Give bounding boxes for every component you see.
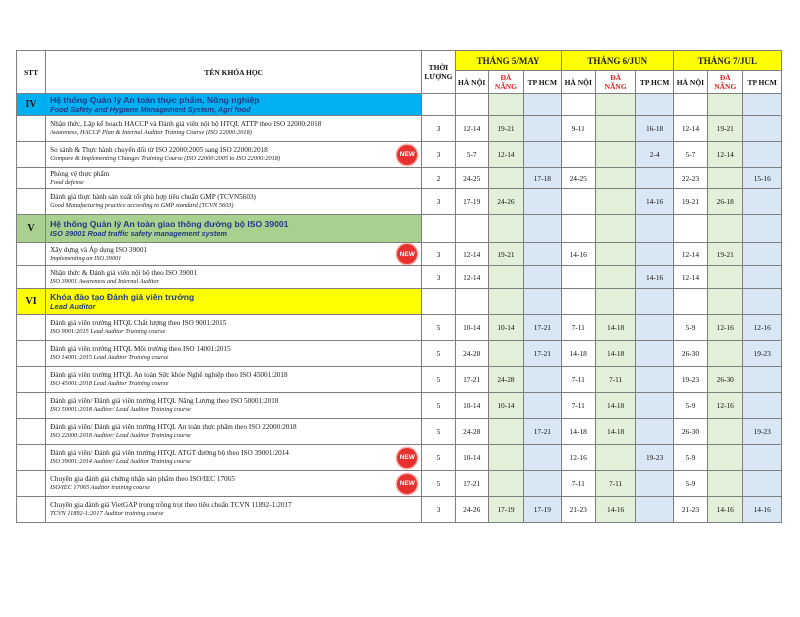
date-cell-jun-da-nang: 14-18	[595, 341, 636, 367]
course-name-en: TCVN 11892-1:2017 Auditor training course	[50, 510, 164, 517]
date-cell-jun-tp-hcm	[636, 471, 673, 497]
course-name-en: Awareness, HACCP Plan & Internal Auditor Traning Course (ISO 22000:2018)	[50, 129, 252, 136]
new-badge-icon: NEW	[397, 244, 417, 264]
section-title-en: Lead Auditor	[50, 302, 96, 311]
date-cell-jul-ha-noi: 12-14	[673, 116, 707, 142]
course-name-en: ISO 39001:2014 Auditor/ Lead Auditor Training course	[50, 458, 191, 465]
date-cell-jun-ha-noi: 12-16	[561, 445, 595, 471]
date-cell-jun-tp-hcm	[636, 243, 673, 266]
stt-cell	[17, 471, 46, 497]
date-cell-may-tp-hcm	[524, 266, 561, 289]
date-cell-jun-da-nang	[595, 116, 636, 142]
date-cell-may-da-nang: 24-28	[488, 367, 523, 393]
course-name-vi: Đánh giá viên trưởng HTQL Môi trường theo ISO 14001:2015	[50, 345, 231, 353]
duration-header	[422, 51, 455, 94]
city-header-jul-ha-noi: HÀ NỘI	[673, 71, 707, 94]
date-cell-may-tp-hcm: 17-21	[524, 315, 561, 341]
date-cell-jun-tp-hcm: 16-18	[636, 116, 673, 142]
date-cell-jul-ha-noi: 5-9	[673, 471, 707, 497]
new-badge-icon: NEW	[397, 145, 417, 165]
course-row	[17, 142, 782, 168]
date-cell-jul-ha-noi: 5-9	[673, 393, 707, 419]
date-cell-may-da-nang	[488, 445, 523, 471]
date-cell-jul-tp-hcm	[743, 243, 782, 266]
course-row	[17, 471, 782, 497]
course-name-cell	[46, 116, 422, 142]
course-name-cell	[46, 367, 422, 393]
date-cell-may-ha-noi: 5-7	[455, 142, 488, 168]
section-empty-cell	[455, 215, 488, 243]
new-badge-icon: NEW	[397, 448, 417, 468]
date-cell-jun-da-nang	[595, 445, 636, 471]
course-name-vi: Chuyên gia đánh giá VietGAP trong trồng trọt theo tiêu chuẩn TCVN 11892-1:2017	[50, 501, 292, 509]
section-row	[17, 289, 782, 315]
date-cell-jun-da-nang: 14-18	[595, 315, 636, 341]
stt-cell	[17, 243, 46, 266]
course-name-en: Good Manufacturing practice according to GMP standard (TCVN 5603)	[50, 202, 234, 209]
duration-header-line2: LƯỢNG	[424, 72, 453, 81]
date-cell-jul-tp-hcm	[743, 266, 782, 289]
section-row	[17, 94, 782, 116]
date-cell-jun-tp-hcm: 2-4	[636, 142, 673, 168]
section-empty-cell	[524, 94, 561, 116]
city-header-may-ha-noi: HÀ NỘI	[455, 71, 488, 94]
duration-cell: 5	[422, 471, 455, 497]
date-cell-jul-ha-noi: 5-9	[673, 445, 707, 471]
section-empty-cell	[595, 94, 636, 116]
course-row	[17, 266, 782, 289]
course-name-cell	[46, 168, 422, 189]
duration-cell: 3	[422, 266, 455, 289]
city-header-jun-ha-noi: HÀ NỘI	[561, 71, 595, 94]
date-cell-jul-ha-noi: 22-23	[673, 168, 707, 189]
date-cell-may-tp-hcm	[524, 445, 561, 471]
course-name-cell	[46, 189, 422, 215]
stt-header: STT	[17, 51, 46, 94]
section-title-vi: Khóa đào tạo Đánh giá viên trưởng	[50, 292, 195, 302]
date-cell-jul-da-nang	[708, 471, 743, 497]
section-title-cell	[46, 215, 422, 243]
date-cell-jul-da-nang: 26-30	[708, 367, 743, 393]
date-cell-may-tp-hcm: 17-18	[524, 168, 561, 189]
section-empty-cell	[743, 94, 782, 116]
section-title-en: ISO 39001 Road traffic safety management system	[50, 229, 227, 238]
date-cell-jun-tp-hcm	[636, 315, 673, 341]
date-cell-jun-ha-noi: 7-11	[561, 315, 595, 341]
course-name-en: ISO 50001:2018 Auditor/ Lead Auditor Training course	[50, 406, 191, 413]
section-empty-cell	[455, 94, 488, 116]
date-cell-jun-tp-hcm: 14-16	[636, 266, 673, 289]
section-empty-cell	[422, 289, 455, 315]
section-empty-cell	[636, 215, 673, 243]
city-header-jun-da-nang: ĐÀ NẴNG	[595, 71, 636, 94]
date-cell-jul-ha-noi: 19-21	[673, 189, 707, 215]
section-empty-cell	[595, 215, 636, 243]
date-cell-jul-ha-noi: 5-9	[673, 315, 707, 341]
section-empty-cell	[595, 289, 636, 315]
section-number: V	[17, 215, 46, 243]
date-cell-jul-tp-hcm: 15-16	[743, 168, 782, 189]
duration-cell: 3	[422, 243, 455, 266]
month-header-jul: THÁNG 7/JUL	[673, 51, 781, 71]
course-name-vi: Đánh giá viên trưởng HTQL Chất lượng theo ISO 9001:2015	[50, 319, 227, 327]
date-cell-jul-tp-hcm	[743, 142, 782, 168]
section-empty-cell	[422, 215, 455, 243]
stt-cell	[17, 445, 46, 471]
date-cell-may-ha-noi: 24-25	[455, 168, 488, 189]
section-number: VI	[17, 289, 46, 315]
date-cell-jul-tp-hcm: 12-16	[743, 315, 782, 341]
date-cell-may-ha-noi: 17-19	[455, 189, 488, 215]
date-cell-jul-da-nang: 14-16	[708, 497, 743, 523]
course-name-vi: Phòng vệ thực phẩm	[50, 169, 110, 178]
city-header-may-tp-hcm: TP HCM	[524, 71, 561, 94]
date-cell-may-ha-noi: 12-14	[455, 266, 488, 289]
course-name-cell	[46, 266, 422, 289]
course-name-cell	[46, 142, 422, 168]
section-empty-cell	[708, 215, 743, 243]
date-cell-jul-tp-hcm: 14-16	[743, 497, 782, 523]
course-name-vi: Đánh giá viên/ Đánh giá viên trưởng HTQL ATGT đường bộ theo ISO 39001:2014	[50, 449, 289, 457]
stt-cell	[17, 393, 46, 419]
date-cell-may-da-nang: 10-14	[488, 315, 523, 341]
date-cell-jul-ha-noi: 12-14	[673, 243, 707, 266]
date-cell-jun-da-nang: 14-18	[595, 393, 636, 419]
date-cell-jun-tp-hcm	[636, 367, 673, 393]
date-cell-may-da-nang: 17-19	[488, 497, 523, 523]
date-cell-jul-da-nang: 19-21	[708, 116, 743, 142]
duration-cell: 3	[422, 142, 455, 168]
date-cell-may-da-nang: 19-21	[488, 116, 523, 142]
course-name-en: ISO 39001 Awareness and Internal Auditor	[50, 277, 159, 285]
duration-cell: 5	[422, 393, 455, 419]
section-empty-cell	[673, 289, 707, 315]
section-empty-cell	[561, 289, 595, 315]
date-cell-may-tp-hcm: 17-19	[524, 497, 561, 523]
section-empty-cell	[708, 289, 743, 315]
course-row	[17, 497, 782, 523]
course-schedule-table	[16, 50, 782, 523]
date-cell-jun-tp-hcm	[636, 393, 673, 419]
date-cell-jul-ha-noi: 5-7	[673, 142, 707, 168]
course-name-en: Implementing an ISO 39001	[50, 254, 122, 262]
month-header-jun: THÁNG 6/JUN	[561, 51, 673, 71]
section-title-en: Food Safety and Hygiene Management System, Agri food	[50, 105, 251, 114]
date-cell-may-da-nang	[488, 266, 523, 289]
duration-cell: 3	[422, 189, 455, 215]
date-cell-jun-da-nang	[595, 266, 636, 289]
date-cell-jun-ha-noi	[561, 142, 595, 168]
date-cell-jul-tp-hcm	[743, 445, 782, 471]
duration-cell: 2	[422, 168, 455, 189]
stt-cell	[17, 168, 46, 189]
section-empty-cell	[422, 94, 455, 116]
date-cell-may-tp-hcm	[524, 116, 561, 142]
course-name-cell	[46, 445, 422, 471]
date-cell-jul-da-nang	[708, 168, 743, 189]
city-header-jul-tp-hcm: TP HCM	[743, 71, 782, 94]
duration-cell: 5	[422, 367, 455, 393]
date-cell-jun-ha-noi: 14-18	[561, 341, 595, 367]
date-cell-may-tp-hcm	[524, 142, 561, 168]
course-row	[17, 168, 782, 189]
date-cell-jun-ha-noi: 7-11	[561, 393, 595, 419]
date-cell-jul-da-nang: 26-18	[708, 189, 743, 215]
course-row	[17, 243, 782, 266]
duration-cell: 5	[422, 445, 455, 471]
date-cell-jul-da-nang: 12-16	[708, 315, 743, 341]
course-name-cell	[46, 341, 422, 367]
date-cell-jul-ha-noi: 26-30	[673, 341, 707, 367]
date-cell-may-tp-hcm: 17-21	[524, 341, 561, 367]
course-name-vi: Chuyên gia đánh giá chứng nhận sản phẩm theo ISO/IEC 17065	[50, 475, 235, 483]
course-row	[17, 419, 782, 445]
duration-cell: 5	[422, 341, 455, 367]
date-cell-jul-ha-noi: 12-14	[673, 266, 707, 289]
date-cell-jun-da-nang	[595, 243, 636, 266]
date-cell-may-tp-hcm	[524, 367, 561, 393]
course-name-vi: So sánh & Thực hành chuyển đổi từ ISO 22000:2005 sang ISO 22000:2018	[50, 146, 268, 154]
date-cell-jul-da-nang: 19-21	[708, 243, 743, 266]
course-name-header: TÊN KHÓA HỌC	[46, 51, 422, 94]
date-cell-jul-da-nang	[708, 341, 743, 367]
section-empty-cell	[561, 94, 595, 116]
date-cell-may-da-nang: 10-14	[488, 393, 523, 419]
course-row	[17, 315, 782, 341]
duration-cell: 3	[422, 116, 455, 142]
date-cell-jun-tp-hcm	[636, 341, 673, 367]
date-cell-may-ha-noi: 10-14	[455, 445, 488, 471]
stt-cell	[17, 341, 46, 367]
date-cell-may-da-nang	[488, 471, 523, 497]
date-cell-may-da-nang	[488, 168, 523, 189]
date-cell-jul-tp-hcm	[743, 189, 782, 215]
date-cell-may-tp-hcm	[524, 393, 561, 419]
section-empty-cell	[488, 94, 523, 116]
date-cell-may-da-nang: 24-26	[488, 189, 523, 215]
month-header-may: THÁNG 5/MAY	[455, 51, 561, 71]
section-empty-cell	[673, 215, 707, 243]
date-cell-jun-da-nang	[595, 189, 636, 215]
section-row	[17, 215, 782, 243]
date-cell-jun-ha-noi	[561, 189, 595, 215]
date-cell-jul-tp-hcm	[743, 367, 782, 393]
date-cell-may-tp-hcm	[524, 471, 561, 497]
section-empty-cell	[488, 289, 523, 315]
date-cell-may-da-nang	[488, 341, 523, 367]
section-empty-cell	[524, 289, 561, 315]
date-cell-jun-ha-noi: 7-11	[561, 367, 595, 393]
section-empty-cell	[455, 289, 488, 315]
date-cell-jun-ha-noi: 21-23	[561, 497, 595, 523]
date-cell-jul-tp-hcm	[743, 393, 782, 419]
date-cell-jun-tp-hcm	[636, 419, 673, 445]
section-empty-cell	[636, 94, 673, 116]
date-cell-jun-ha-noi	[561, 266, 595, 289]
course-name-en: ISO 22000:2018 Auditor/ Lead Auditor Training course	[50, 432, 191, 439]
section-title-cell	[46, 289, 422, 315]
duration-header-line1: THỜI	[428, 63, 449, 72]
course-name-en: ISO 9001:2015 Lead Auditor Training course	[50, 328, 166, 335]
date-cell-may-ha-noi: 12-14	[455, 243, 488, 266]
city-header-jul-da-nang: ĐÀ NẴNG	[708, 71, 743, 94]
duration-cell: 3	[422, 497, 455, 523]
date-cell-jun-tp-hcm	[636, 497, 673, 523]
city-header-may-da-nang: ĐÀ NẴNG	[488, 71, 523, 94]
date-cell-jun-tp-hcm: 19-23	[636, 445, 673, 471]
section-empty-cell	[708, 94, 743, 116]
date-cell-jun-da-nang: 14-18	[595, 419, 636, 445]
date-cell-jul-ha-noi: 26-30	[673, 419, 707, 445]
course-name-vi: Nhận thức & Đánh giá viên nội bộ theo ISO 39001	[50, 268, 197, 277]
date-cell-jul-tp-hcm	[743, 471, 782, 497]
date-cell-may-ha-noi: 10-14	[455, 315, 488, 341]
date-cell-may-ha-noi: 24-28	[455, 341, 488, 367]
section-empty-cell	[524, 215, 561, 243]
section-number: IV	[17, 94, 46, 116]
course-row	[17, 341, 782, 367]
stt-cell	[17, 142, 46, 168]
course-name-cell	[46, 419, 422, 445]
date-cell-jul-da-nang: 12-14	[708, 142, 743, 168]
section-empty-cell	[743, 289, 782, 315]
section-title-vi: Hệ thống Quản lý An toàn thực phẩm, Nông nghiệp	[50, 95, 260, 105]
stt-cell	[17, 419, 46, 445]
date-cell-jun-da-nang	[595, 142, 636, 168]
date-cell-may-tp-hcm	[524, 189, 561, 215]
date-cell-jun-tp-hcm	[636, 168, 673, 189]
course-name-vi: Đánh giá viên/ Đánh giá viên trưởng HTQL An toàn thực phẩm theo ISO 22000:2018	[50, 423, 297, 431]
date-cell-may-ha-noi: 24-26	[455, 497, 488, 523]
course-name-cell	[46, 497, 422, 523]
date-cell-jul-da-nang	[708, 419, 743, 445]
course-name-cell	[46, 315, 422, 341]
course-name-en: Food defense	[50, 178, 84, 186]
date-cell-may-ha-noi: 10-14	[455, 393, 488, 419]
date-cell-jul-da-nang: 12-16	[708, 393, 743, 419]
course-name-en: ISO 14001:2015 Lead Auditor Training course	[50, 354, 169, 361]
date-cell-jun-tp-hcm: 14-16	[636, 189, 673, 215]
stt-cell	[17, 315, 46, 341]
section-title-vi: Hệ thống Quản lý An toàn giao thông đường bộ ISO 39001	[50, 219, 289, 229]
course-name-vi: Xây dựng và Áp dụng ISO 39001	[50, 245, 148, 254]
date-cell-may-tp-hcm	[524, 243, 561, 266]
date-cell-jul-ha-noi: 21-23	[673, 497, 707, 523]
new-badge-icon: NEW	[397, 474, 417, 494]
course-name-vi: Nhận thức, Lập kế hoạch HACCP và Đánh giá viên nội bộ HTQL ATTP theo ISO 22000:2018	[50, 120, 322, 128]
date-cell-may-tp-hcm: 17-21	[524, 419, 561, 445]
date-cell-jun-da-nang	[595, 168, 636, 189]
date-cell-may-ha-noi: 17-21	[455, 367, 488, 393]
course-name-en: Compare & Implementing Changes Training Course (ISO 22000:2005 to ISO 22000:2018)	[50, 155, 281, 162]
date-cell-jul-tp-hcm	[743, 116, 782, 142]
course-row	[17, 116, 782, 142]
date-cell-may-da-nang	[488, 419, 523, 445]
date-cell-jun-ha-noi: 14-18	[561, 419, 595, 445]
date-cell-jun-ha-noi: 24-25	[561, 168, 595, 189]
section-empty-cell	[561, 215, 595, 243]
course-name-cell	[46, 471, 422, 497]
date-cell-jun-ha-noi: 7-11	[561, 471, 595, 497]
course-row	[17, 189, 782, 215]
date-cell-jul-da-nang	[708, 445, 743, 471]
section-empty-cell	[673, 94, 707, 116]
course-name-en: ISO 45001:2018 Lead Auditor Training course	[50, 380, 169, 387]
city-header-jun-tp-hcm: TP HCM	[636, 71, 673, 94]
section-title-cell	[46, 94, 422, 116]
date-cell-may-ha-noi: 17-21	[455, 471, 488, 497]
date-cell-jul-tp-hcm: 19-23	[743, 419, 782, 445]
course-row	[17, 367, 782, 393]
date-cell-jun-da-nang: 14-16	[595, 497, 636, 523]
date-cell-jul-da-nang	[708, 266, 743, 289]
date-cell-jul-tp-hcm: 19-23	[743, 341, 782, 367]
section-empty-cell	[488, 215, 523, 243]
stt-cell	[17, 367, 46, 393]
course-name-vi: Đánh giá thực hành sản xuất tốt phù hợp tiêu chuẩn GMP (TCVN5603)	[50, 193, 256, 201]
stt-cell	[17, 116, 46, 142]
date-cell-jun-da-nang: 7-11	[595, 367, 636, 393]
section-empty-cell	[636, 289, 673, 315]
date-cell-jun-ha-noi: 9-11	[561, 116, 595, 142]
course-name-cell	[46, 393, 422, 419]
course-name-en: ISO/IEC 17065 Auditor training course	[50, 484, 151, 491]
date-cell-may-da-nang: 12-14	[488, 142, 523, 168]
stt-cell	[17, 497, 46, 523]
date-cell-jun-ha-noi: 14-16	[561, 243, 595, 266]
stt-cell	[17, 266, 46, 289]
course-row	[17, 445, 782, 471]
course-row	[17, 393, 782, 419]
course-name-vi: Đánh giá viên/ Đánh giá viên trưởng HTQL Năng Lượng theo ISO 50001:2018	[50, 397, 279, 405]
course-name-vi: Đánh giá viên trưởng HTQL An toàn Sức khỏe Nghề nghiệp theo ISO 45001:2018	[50, 371, 288, 379]
date-cell-may-ha-noi: 24-28	[455, 419, 488, 445]
date-cell-jun-da-nang: 7-11	[595, 471, 636, 497]
date-cell-may-da-nang: 19-21	[488, 243, 523, 266]
duration-cell: 5	[422, 315, 455, 341]
date-cell-jul-ha-noi: 19-23	[673, 367, 707, 393]
stt-cell	[17, 189, 46, 215]
course-name-cell	[46, 243, 422, 266]
duration-cell: 5	[422, 419, 455, 445]
date-cell-may-ha-noi: 12-14	[455, 116, 488, 142]
section-empty-cell	[743, 215, 782, 243]
